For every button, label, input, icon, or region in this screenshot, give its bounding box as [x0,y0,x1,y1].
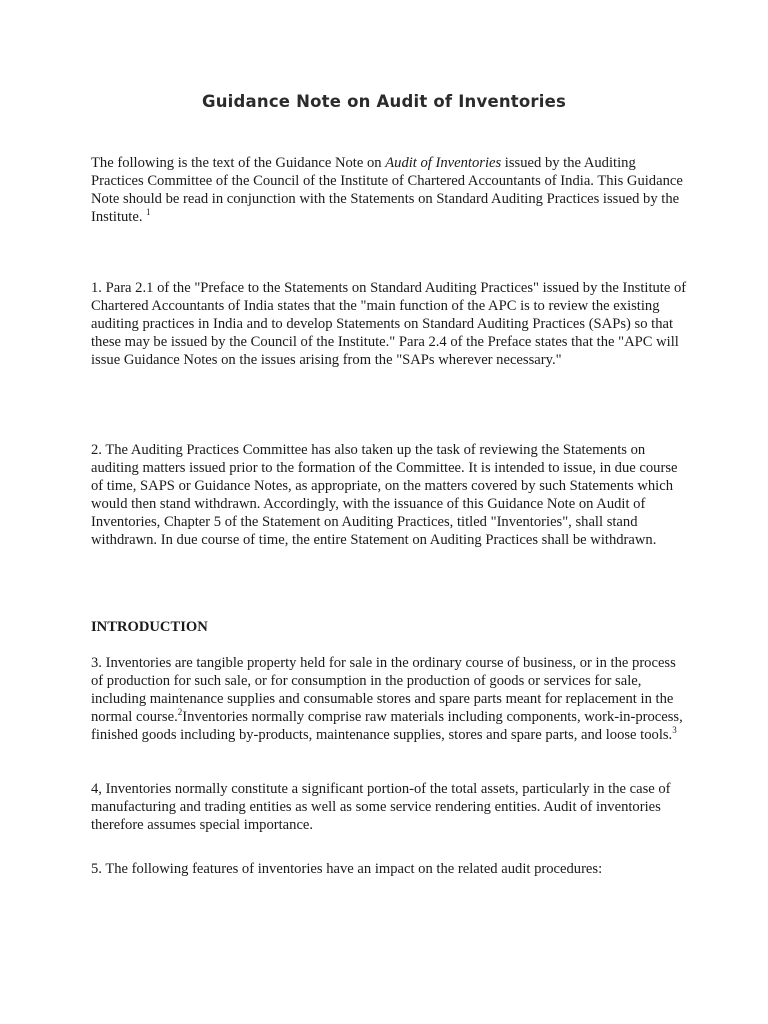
footnote-marker[interactable]: 3 [672,725,677,735]
paragraph-5: 5. The following features of inventories have an impact on the related audit procedures: [91,861,603,877]
document-title: Guidance Note on Audit of Inventories [201,92,567,111]
footnote-marker[interactable]: 1 [146,207,151,217]
paragraph-3-part-2: Inventories normally comprise raw materials including components, work-in-process, finished goods including by-products, maintenance supplies, stores and spare parts, and loose tools. [91,709,683,743]
intro-text-before: The following is the text of the Guidance Note on [91,155,386,171]
paragraph-4: 4, Inventories normally constitute a significant portion-of the total assets, particularly in the case of manufacturing and trading entities as well as some service rendering entities. Audit of inventories therefore assumes special importance. [91,781,671,833]
paragraph-3 [91,654,691,744]
footnote-marker[interactable]: 2 [177,707,183,717]
section-heading-introduction: INTRODUCTION [91,619,208,635]
intro-text-after: issued by the Auditing Practices Committee of the Council of the Institute of Chartered Accountants of India. This Guidance Note should be read in conjunction with the Statements on Standard Auditing Practices issued by the Institute. [91,155,683,225]
paragraph-2: 2. The Auditing Practices Committee has also taken up the task of reviewing the Statements on auditing matters issued prior to the formation of the Committee. It is intended to issue, in due course of time, SAPS or Guidance Notes, as appropriate, on the matters covered by such Statements which would then stand withdrawn. Accordingly, with the issuance of this Guidance Note on Audit of Inventories, Chapter 5 of the Statement on Auditing Practices, titled "Inventories", shall stand withdrawn. In due course of time, the entire Statement on Auditing Practices shall be withdrawn. [91,442,678,548]
intro-paragraph [91,154,691,226]
paragraph-3-part-1: 3. Inventories are tangible property held for sale in the ordinary course of business, or in the process of production for such sale, or for consumption in the production of goods or services for sale, including maintenance supplies and consumable stores and spare parts meant for replacement in the normal course. [91,655,676,725]
paragraph-1: 1. Para 2.1 of the "Preface to the Statements on Standard Auditing Practices" issued by the Institute of Chartered Accountants of India states that the "main function of the APC is to review the existing auditing practices in India and to develop Statements on Standard Auditing Practices (SAPs) so that these may be issued by the Council of the Institute." Para 2.4 of the Preface states that the "APC will issue Guidance Notes on the issues arising from the "SAPs wherever necessary." [91,280,687,368]
intro-italic-title: Audit of Inventories [385,155,502,171]
